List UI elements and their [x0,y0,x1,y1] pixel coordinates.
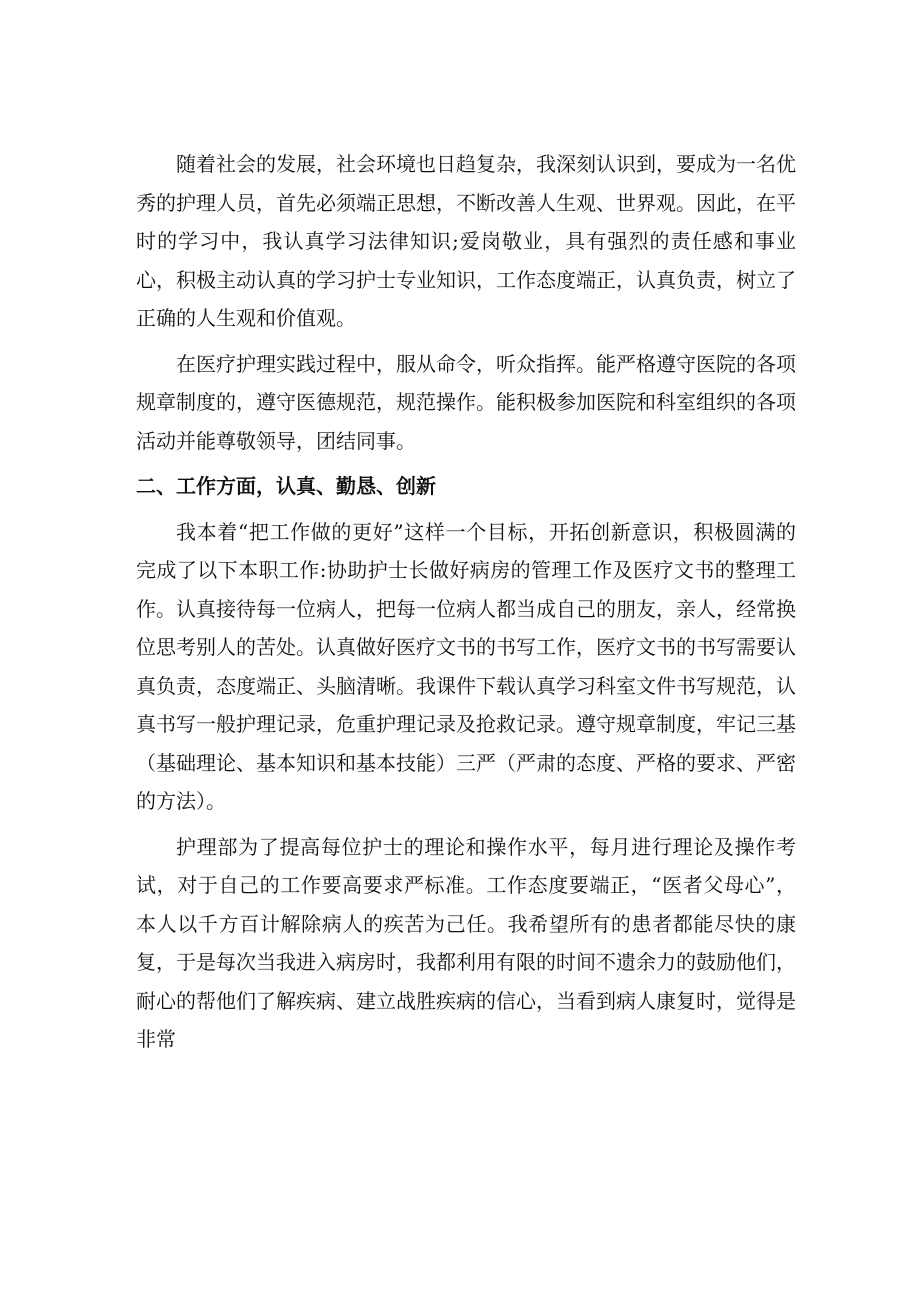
document-body [136,145,796,1059]
paragraph-practice: 在医疗护理实践过程中，服从命令，听众指挥。能严格遵守医院的各项规章制度的，遵守医德规范，规范操作。能积极参加医院和科室组织的各项活动并能尊敬领导，团结同事。 [136,351,796,453]
paragraph-training: 护理部为了提高每位护士的理论和操作水平，每月进行理论及操作考试，对于自己的工作要高要求严标准。工作态度要端正，“医者父母心”，本人以千方百计解除病人的疾苦为己任。我希望所有的患者都能尽快的康复，于是每次当我进入病房时，我都利用有限的时间不遗余力的鼓励他们，耐心的帮他们了解疾病、建立战胜疾病的信心，当看到病人康复时，觉得是非常 [136,834,796,1051]
paragraph-ideology: 随着社会的发展，社会环境也日趋复杂，我深刻认识到，要成为一名优秀的护理人员，首先必须端正思想，不断改善人生观、世界观。因此，在平时的学习中，我认真学习法律知识;爱岗敬业，具有强烈的责任感和事业心，积极主动认真的学习护士专业知识，工作态度端正，认真负责，树立了正确的人生观和价值观。 [136,152,796,330]
section-heading: 二、工作方面，认真、勤恳、创新 [136,474,436,498]
paragraph-work-duties: 我本着“把工作做的更好”这样一个目标，开拓创新意识，积极圆满的完成了以下本职工作:协助护士长做好病房的管理工作及医疗文书的整理工作。认真接待每一位病人，把每一位病人都当成自己的朋友，亲人，经常换位思考别人的苦处。认真做好医疗文书的书写工作，医疗文书的书写需要认真负责，态度端正、头脑清晰。我课件下载认真学习科室文件书写规范，认真书写一般护理记录，危重护理记录及抢救记录。遵守规章制度，牢记三基（基础理论、基本知识和基本技能）三严（严肃的态度、严格的要求、严密的方法）。 [136,519,796,813]
